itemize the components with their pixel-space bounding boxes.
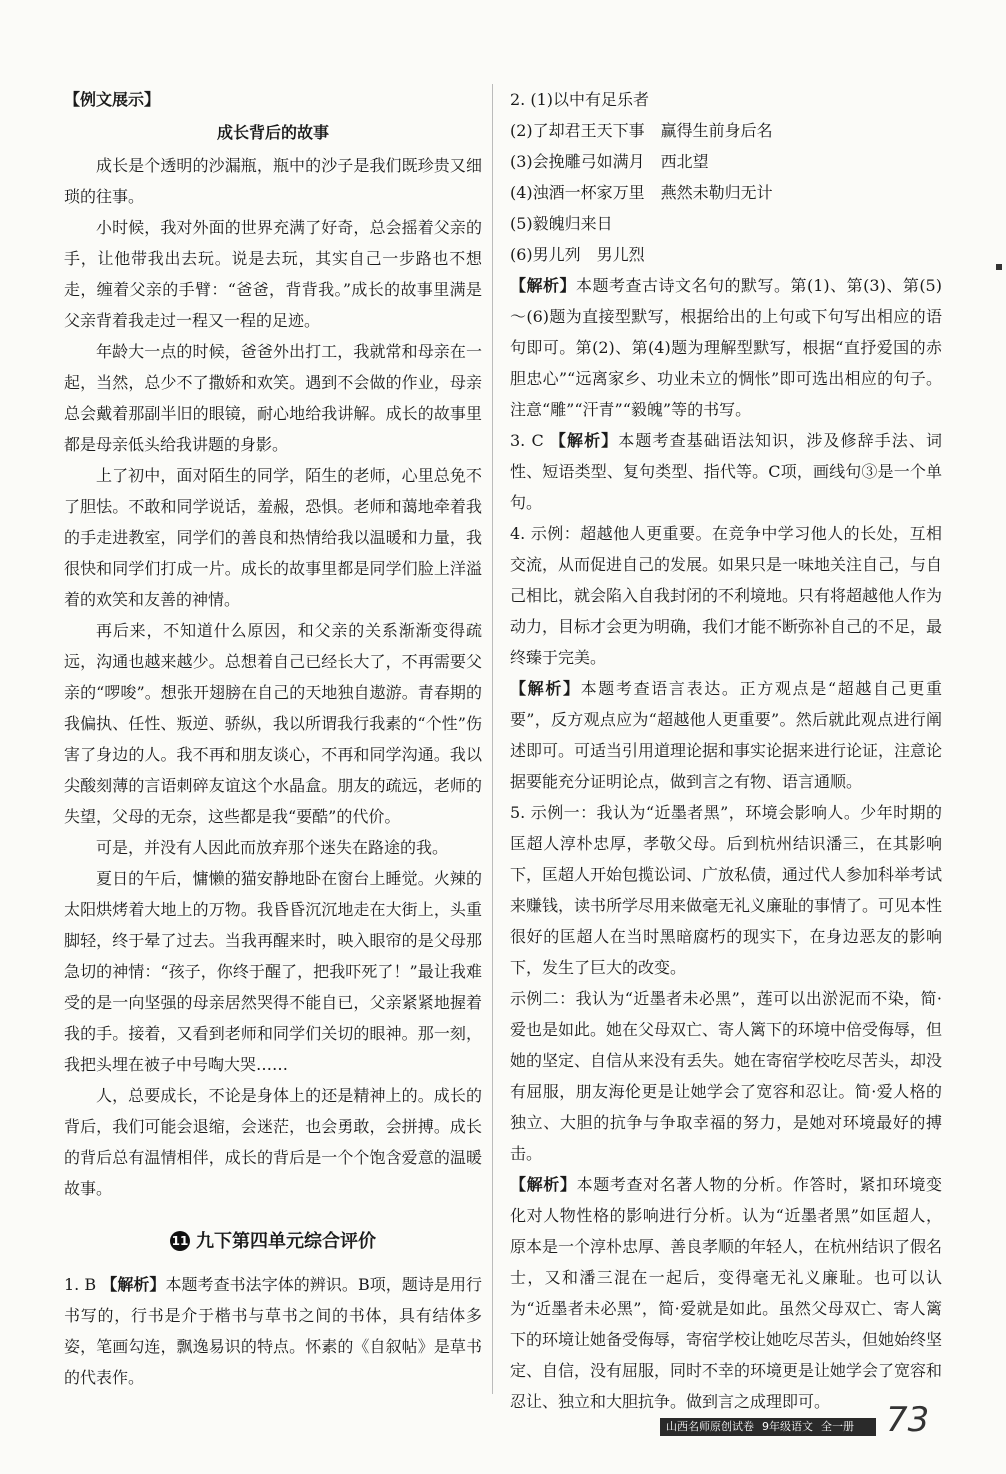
answer-3 — [510, 425, 942, 518]
answer-3-choice: 3. C — [510, 431, 544, 450]
answer-2-line: (4)浊酒一杯家万里 燕然未勒归无计 — [510, 183, 773, 202]
footer-grade: 9年级语文 — [762, 1420, 813, 1433]
answer-5-analysis — [510, 1169, 942, 1417]
right-column — [510, 84, 942, 1417]
answer-2-analysis — [510, 270, 942, 425]
footer-series: 山西名师原创试卷 — [666, 1420, 754, 1433]
answer-2-line: (3)会挽雕弓如满月 西北望 — [510, 152, 709, 171]
essay-paragraph: 小时候，我对外面的世界充满了好奇，总会摇着父亲的手，让他带我出去玩。说是去玩，其实自己一步路也不想走，缠着父亲的手臂：“爸爸，背背我。”成长的故事里满是父亲背着我走过一程又一程的足迹。 — [64, 218, 482, 330]
essay-paragraph: 可是，并没有人因此而放弃那个迷失在路途的我。 — [96, 838, 449, 857]
analysis-text: 本题考查语言表达。正方观点是“超越自己更重要”，反方观点应为“超越他人更重要”。然后就此观点进行阐述即可。可适当引用道理论据和事实论据来进行论证，注意论据要能充分证明论点，做到言之有物、语言通顺。 — [510, 679, 943, 791]
answer-2-line: (2)了却君王天下事 赢得生前身后名 — [510, 121, 773, 140]
analysis-text: 本题考查古诗文名句的默写。第(1)、第(3)、第(5)～(6)题为直接型默写，根据给出的上句或下句写出相应的语句即可。第(2)、第(4)题为理解型默写，根据“直抒爱国的赤胆忠心”“远离家乡、功业未立的惆怅”即可选出相应的句子。注意“雕”“汗青”“毅魄”等的书写。 — [510, 276, 942, 419]
column-divider — [492, 84, 493, 1394]
analysis-tag: 【解析】 — [510, 679, 581, 698]
analysis-tag: 【解析】 — [510, 276, 576, 295]
unit-title: 九下第四单元综合评价 — [196, 1231, 376, 1252]
answer-1-choice: 1. B — [64, 1275, 97, 1294]
analysis-tag: 【解析】 — [549, 431, 619, 450]
essay-paragraph: 上了初中，面对陌生的同学，陌生的老师，心里总免不了胆怯。不敢和同学说话，羞赧，恐惧。老师和蔼地牵着我的手走进教室，同学们的善良和热情给我以温暖和力量，我很快和同学们打成一片。成长的故事里都是同学们脸上洋溢着的欢笑和友善的神情。 — [64, 466, 482, 609]
answer-1 — [64, 1269, 482, 1393]
analysis-tag: 【解析】 — [101, 1275, 166, 1294]
essay-title: 成长背后的故事 — [216, 123, 329, 142]
answer-4-analysis — [510, 673, 942, 797]
analysis-text: 本题考查基础语法知识，涉及修辞手法、词性、短语类型、复句类型、指代等。C项，画线句③是一个单句。 — [510, 431, 942, 512]
analysis-tag: 【解析】 — [510, 1175, 577, 1194]
answer-2-line: (5)毅魄归来日 — [510, 214, 613, 233]
answer-2-line: 2. (1)以中有足乐者 — [510, 90, 650, 109]
page-number: 73 — [886, 1400, 930, 1440]
answer-2-line: (6)男儿列 男儿烈 — [510, 245, 645, 264]
unit-heading — [64, 1226, 482, 1257]
essay-paragraph: 夏日的午后，慵懒的猫安静地卧在窗台上睡觉。火辣的太阳烘烤着大地上的万物。我昏昏沉沉地走在大街上，头重脚轻，终于晕了过去。当我再醒来时，映入眼帘的是父母那急切的神情：“孩子，你终于醒了，把我吓死了！”最让我难受的是一向坚强的母亲居然哭得不能自已，父亲紧紧地握着我的手。接着，又看到老师和同学们关切的眼神。那一刻，我把头埋在被子中号啕大哭…… — [64, 869, 482, 1074]
answer-4-example: 4. 示例：超越他人更重要。在竞争中学习他人的长处，互相交流，从而促进自己的发展。如果只是一味地关注自己，与自己相比，就会陷入自我封闭的不利境地。只有将超越他人作为动力，目标才会更为明确，我们才能不断弥补自己的不足，最终臻于完美。 — [510, 524, 943, 667]
section-tag: 【例文展示】 — [64, 90, 161, 109]
essay-paragraph: 再后来，不知道什么原因，和父亲的关系渐渐变得疏远，沟通也越来越少。总想着自己已经长大了，不再需要父亲的“啰唆”。想张开翅膀在自己的天地独自遨游。青春期的我偏执、任性、叛逆、骄纵，我以所谓我行我素的“个性”伤害了身边的人。我不再和朋友谈心，不再和同学沟通。我以尖酸刻薄的言语刺碎友谊这个水晶盒。朋友的疏远，老师的失望，父母的无奈，这些都是我“要酷”的代价。 — [64, 621, 482, 826]
edge-mark — [996, 264, 1002, 270]
answer-5-example-1: 5. 示例一：我认为“近墨者黑”，环境会影响人。少年时期的匡超人淳朴忠厚，孝敬父母。后到杭州结识潘三，在其影响下，匡超人开始包揽讼词、广放私债，通过代人参加科举考试来赚钱，读书所学尽用来做毫无礼义廉耻的事情了。可见本性很好的匡超人在当时黑暗腐朽的现实下，在身边恶友的影响下，发生了巨大的改变。 — [510, 803, 943, 977]
unit-number-badge: 11 — [170, 1231, 190, 1251]
essay-paragraph: 成长是个透明的沙漏瓶，瓶中的沙子是我们既珍贵又细琐的往事。 — [64, 156, 482, 206]
essay-paragraph: 年龄大一点的时候，爸爸外出打工，我就常和母亲在一起，当然，总少不了撒娇和欢笑。遇到不会做的作业，母亲总会戴着那副半旧的眼镜，耐心地给我讲解。成长的故事里都是母亲低头给我讲题的身影。 — [64, 342, 482, 454]
footer-volume: 全一册 — [821, 1420, 854, 1433]
essay-paragraph: 人，总要成长，不论是身体上的还是精神上的。成长的背后，我们可能会退缩，会迷茫，也会勇敢，会拼搏。成长的背后总有温情相伴，成长的背后是一个个饱含爱意的温暖故事。 — [64, 1086, 482, 1198]
answer-5-example-2: 示例二：我认为“近墨者未必黑”，莲可以出淤泥而不染，简·爱也是如此。她在父母双亡、寄人篱下的环境中倍受侮辱，但她的坚定、自信从来没有丢失。她在寄宿学校吃尽苦头，却没有屈服，朋友海伦更是让她学会了宽容和忍让。简·爱人格的独立、大胆的抗争与争取幸福的努力，是她对环境最好的搏击。 — [510, 989, 943, 1163]
answer-1-analysis: 本题考查书法字体的辨识。B项，题诗是用行书写的，行书是介于楷书与草书之间的书体，具有结体多姿，笔画勾连，飘逸易识的特点。怀素的《自叙帖》是草书的代表作。 — [64, 1275, 482, 1387]
page-footer — [660, 1400, 940, 1440]
left-column — [64, 84, 482, 1393]
footer-bar — [660, 1418, 876, 1436]
analysis-text: 本题考查对名著人物的分析。作答时，紧扣环境变化对人物性格的影响进行分析。认为“近墨者黑”如匡超人，原本是一个淳朴忠厚、善良孝顺的年轻人，在杭州结识了假名士，又和潘三混在一起后，变得毫无礼义廉耻。也可以认为“近墨者未必黑”，简·爱就是如此。虽然父母双亡、寄人篱下的环境让她备受侮辱，寄宿学校让她吃尽苦头，但她始终坚定、自信，没有屈服，同时不幸的环境更是让她学会了宽容和忍让、独立和大胆抗争。做到言之成理即可。 — [510, 1175, 943, 1411]
